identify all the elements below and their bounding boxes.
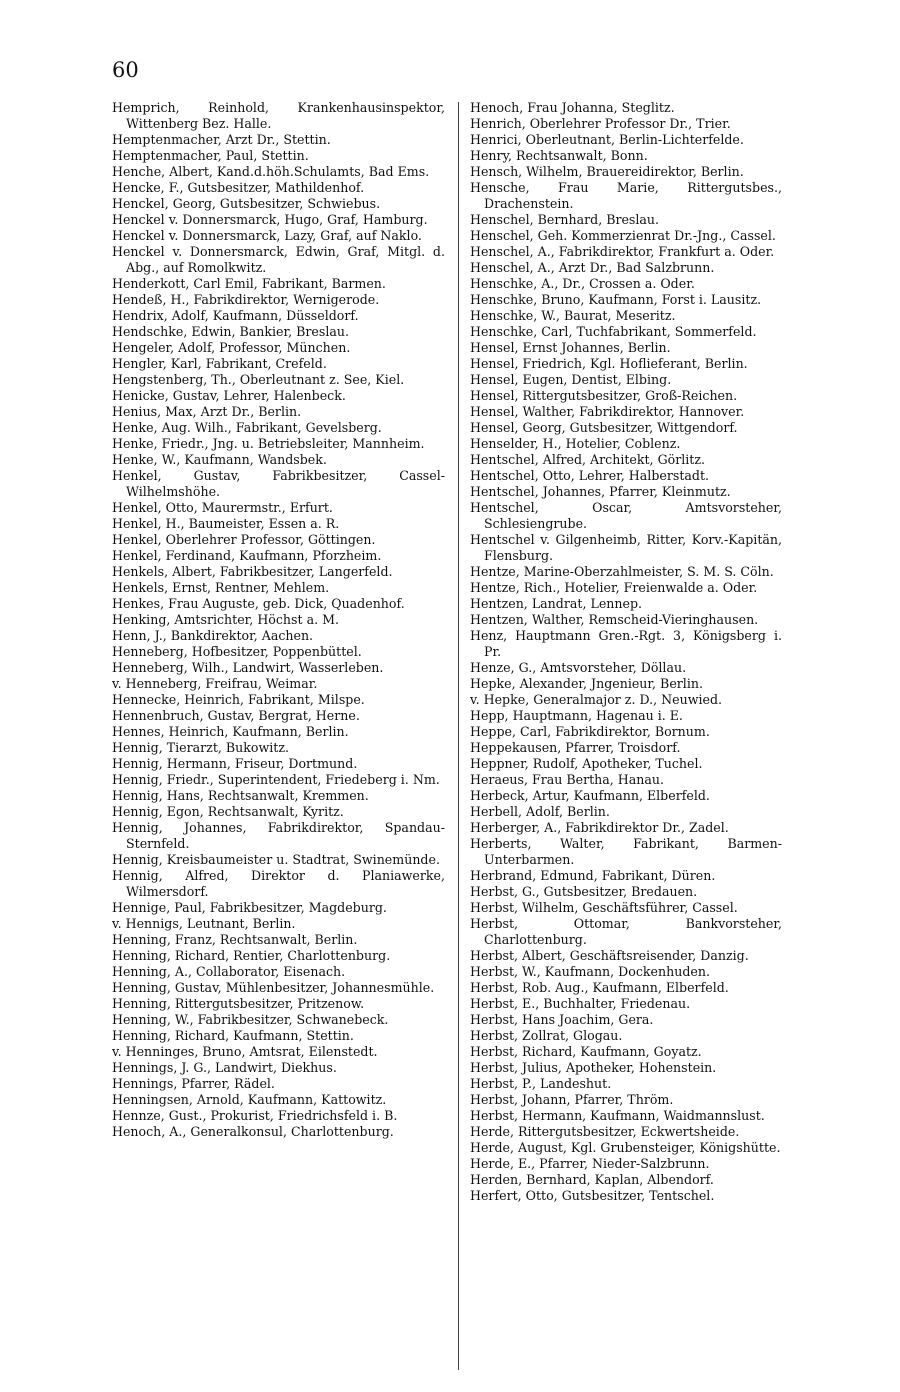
directory-entry: Hensel, Walther, Fabrikdirektor, Hannover.	[470, 404, 745, 419]
page-number: 60	[112, 58, 139, 82]
directory-entry: Heppekausen, Pfarrer, Troisdorf.	[470, 740, 681, 755]
directory-entry: Henkel, H., Baumeister, Essen a. R.	[112, 516, 340, 531]
directory-entry: Henrici, Oberleutnant, Berlin-Lichterfelde.	[470, 132, 744, 147]
directory-entry: Henz, Hauptmann Gren.-Rgt. 3, Königsberg i. Pr.	[470, 628, 782, 659]
directory-entry: Henschel, Bernhard, Breslau.	[470, 212, 660, 227]
directory-entry: Henning, Richard, Kaufmann, Stettin.	[112, 1028, 354, 1043]
directory-entry: Hengstenberg, Th., Oberleutnant z. See, Kiel.	[112, 372, 405, 387]
directory-entry: Hentschel, Johannes, Pfarrer, Kleinmutz.	[470, 484, 731, 499]
directory-entry: Hensche, Frau Marie, Rittergutsbes., Drachenstein.	[470, 180, 782, 211]
directory-entry: Hentschel, Alfred, Architekt, Görlitz.	[470, 452, 705, 467]
directory-entry: Henkels, Ernst, Rentner, Mehlem.	[112, 580, 330, 595]
directory-entry: Herbst, W., Kaufmann, Dockenhuden.	[470, 964, 710, 979]
directory-entry: Herberger, A., Fabrikdirektor Dr., Zadel.	[470, 820, 729, 835]
directory-entry: v. Henninges, Bruno, Amtsrat, Eilenstedt.	[112, 1044, 378, 1059]
directory-entry: Hennes, Heinrich, Kaufmann, Berlin.	[112, 724, 349, 739]
directory-entry: Hentschel, Oscar, Amtsvorsteher, Schlesiengrube.	[470, 500, 782, 531]
directory-entry: Hennig, Alfred, Direktor d. Planiawerke, Wilmersdorf.	[112, 868, 445, 899]
directory-entry: Hennings, J. G., Landwirt, Diekhus.	[112, 1060, 337, 1075]
directory-entry: Herbst, Richard, Kaufmann, Goyatz.	[470, 1044, 702, 1059]
directory-entry: Herbst, Johann, Pfarrer, Thröm.	[470, 1092, 674, 1107]
directory-entry: Herbrand, Edmund, Fabrikant, Düren.	[470, 868, 716, 883]
directory-entry: Hengeler, Adolf, Professor, München.	[112, 340, 351, 355]
directory-entry: Hentzen, Landrat, Lennep.	[470, 596, 643, 611]
directory-entry: Heppner, Rudolf, Apotheker, Tuchel.	[470, 756, 703, 771]
directory-entry: Henke, W., Kaufmann, Wandsbek.	[112, 452, 327, 467]
directory-entry: Henschke, Carl, Tuchfabrikant, Sommerfeld.	[470, 324, 757, 339]
directory-entry: Hennenbruch, Gustav, Bergrat, Herne.	[112, 708, 360, 723]
directory-entry: v. Hepke, Generalmajor z. D., Neuwied.	[470, 692, 723, 707]
directory-entry: Henning, A., Collaborator, Eisenach.	[112, 964, 346, 979]
directory-entry: v. Hennigs, Leutnant, Berlin.	[112, 916, 296, 931]
right-column	[470, 100, 782, 1204]
directory-entry: Herbst, P., Landeshut.	[470, 1076, 612, 1091]
directory-entry: Henze, G., Amtsvorsteher, Döllau.	[470, 660, 687, 675]
directory-entry: Hennig, Hans, Rechtsanwalt, Kremmen.	[112, 788, 369, 803]
directory-entry: Hennig, Hermann, Friseur, Dortmund.	[112, 756, 358, 771]
directory-entry: Herbst, E., Buchhalter, Friedenau.	[470, 996, 691, 1011]
directory-entry: Herde, August, Kgl. Grubensteiger, Königshütte.	[470, 1140, 781, 1155]
directory-entry: Hennige, Paul, Fabrikbesitzer, Magdeburg.	[112, 900, 387, 915]
directory-entry: Hemptenmacher, Paul, Stettin.	[112, 148, 309, 163]
directory-entry: Hentze, Rich., Hotelier, Freienwalde a. Oder.	[470, 580, 758, 595]
directory-entry: Hendschke, Edwin, Bankier, Breslau.	[112, 324, 349, 339]
directory-entry: Henn, J., Bankdirektor, Aachen.	[112, 628, 314, 643]
directory-entry: Herbst, Julius, Apotheker, Hohenstein.	[470, 1060, 717, 1075]
directory-entry: Hentschel, Otto, Lehrer, Halberstadt.	[470, 468, 710, 483]
directory-entry: Henius, Max, Arzt Dr., Berlin.	[112, 404, 302, 419]
directory-entry: Hemptenmacher, Arzt Dr., Stettin.	[112, 132, 331, 147]
directory-entry: Henning, Franz, Rechtsanwalt, Berlin.	[112, 932, 358, 947]
directory-entry: Hennig, Egon, Rechtsanwalt, Kyritz.	[112, 804, 344, 819]
left-column	[112, 100, 445, 1140]
directory-entry: Henning, Rittergutsbesitzer, Pritzenow.	[112, 996, 365, 1011]
directory-entry: Hennig, Tierarzt, Bukowitz.	[112, 740, 289, 755]
directory-entry: Heraeus, Frau Bertha, Hanau.	[470, 772, 665, 787]
directory-entry: Henche, Albert, Kand.d.höh.Schulamts, Bad Ems.	[112, 164, 430, 179]
directory-entry: Hensel, Ernst Johannes, Berlin.	[470, 340, 671, 355]
directory-entry: Hennig, Kreisbaumeister u. Stadtrat, Swinemünde.	[112, 852, 440, 867]
directory-entry: Henning, W., Fabrikbesitzer, Schwanebeck.	[112, 1012, 389, 1027]
directory-entry: Henkes, Frau Auguste, geb. Dick, Quadenhof.	[112, 596, 405, 611]
directory-entry: Henning, Gustav, Mühlenbesitzer, Johannesmühle.	[112, 980, 435, 995]
directory-entry: Hensch, Wilhelm, Brauereidirektor, Berlin.	[470, 164, 744, 179]
directory-entry: Henoch, A., Generalkonsul, Charlottenburg.	[112, 1124, 394, 1139]
directory-entry: Henschke, Bruno, Kaufmann, Forst i. Lausitz.	[470, 292, 762, 307]
directory-entry: Herbst, Wilhelm, Geschäftsführer, Cassel.	[470, 900, 738, 915]
directory-entry: Henneberg, Wilh., Landwirt, Wasserleben.	[112, 660, 384, 675]
directory-entry: Henicke, Gustav, Lehrer, Halenbeck.	[112, 388, 346, 403]
directory-entry: Herbst, Zollrat, Glogau.	[470, 1028, 623, 1043]
directory-entry: Hemprich, Reinhold, Krankenhausinspektor, Wittenberg Bez. Halle.	[112, 100, 445, 131]
directory-entry: Hensel, Rittergutsbesitzer, Groß-Reichen.	[470, 388, 738, 403]
directory-entry: Herbst, G., Gutsbesitzer, Bredauen.	[470, 884, 698, 899]
directory-entry: Hentze, Marine-Oberzahlmeister, S. M. S. Cöln.	[470, 564, 774, 579]
directory-entry: Heppe, Carl, Fabrikdirektor, Bornum.	[470, 724, 710, 739]
directory-entry: Henschel, Geh. Kommerzienrat Dr.-Jng., Cassel.	[470, 228, 776, 243]
directory-entry: Hennze, Gust., Prokurist, Friedrichsfeld i. B.	[112, 1108, 398, 1123]
directory-entry: Henrich, Oberlehrer Professor Dr., Trier.	[470, 116, 731, 131]
directory-entry: Hennecke, Heinrich, Fabrikant, Milspe.	[112, 692, 365, 707]
directory-entry: Henning, Richard, Rentier, Charlottenburg.	[112, 948, 391, 963]
directory-entry: Herden, Bernhard, Kaplan, Albendorf.	[470, 1172, 714, 1187]
directory-entry: Hennig, Friedr., Superintendent, Friedeberg i. Nm.	[112, 772, 440, 787]
column-divider	[458, 102, 459, 1370]
directory-entry: v. Henneberg, Freifrau, Weimar.	[112, 676, 318, 691]
directory-entry: Henschel, A., Fabrikdirektor, Frankfurt a. Oder.	[470, 244, 775, 259]
directory-entry: Hendeß, H., Fabrikdirektor, Wernigerode.	[112, 292, 380, 307]
directory-entry: Herbst, Hermann, Kaufmann, Waidmannslust.	[470, 1108, 765, 1123]
directory-entry: Henry, Rechtsanwalt, Bonn.	[470, 148, 648, 163]
directory-entry: Herbst, Albert, Geschäftsreisender, Danzig.	[470, 948, 749, 963]
directory-entry: Hennig, Johannes, Fabrikdirektor, Spandau-Sternfeld.	[112, 820, 445, 851]
directory-entry: Henke, Friedr., Jng. u. Betriebsleiter, Mannheim.	[112, 436, 425, 451]
directory-entry: Hencke, F., Gutsbesitzer, Mathildenhof.	[112, 180, 365, 195]
directory-entry: Herfert, Otto, Gutsbesitzer, Tentschel.	[470, 1188, 715, 1203]
directory-entry: Henselder, H., Hotelier, Coblenz.	[470, 436, 681, 451]
directory-entry: Henkel, Ferdinand, Kaufmann, Pforzheim.	[112, 548, 382, 563]
directory-entry: Henkel, Gustav, Fabrikbesitzer, Cassel-Wilhelmshöhe.	[112, 468, 445, 499]
directory-entry: Henke, Aug. Wilh., Fabrikant, Gevelsberg.	[112, 420, 382, 435]
directory-entry: Henoch, Frau Johanna, Steglitz.	[470, 100, 675, 115]
directory-entry: Henckel v. Donnersmarck, Lazy, Graf, auf Naklo.	[112, 228, 422, 243]
directory-entry: Hengler, Karl, Fabrikant, Crefeld.	[112, 356, 327, 371]
directory-entry: Henneberg, Hofbesitzer, Poppenbüttel.	[112, 644, 362, 659]
directory-entry: Henckel v. Donnersmarck, Edwin, Graf, Mitgl. d. Abg., auf Romolkwitz.	[112, 244, 445, 275]
directory-entry: Henschke, W., Baurat, Meseritz.	[470, 308, 676, 323]
directory-entry: Hensel, Georg, Gutsbesitzer, Wittgendorf.	[470, 420, 738, 435]
directory-entry: Henschel, A., Arzt Dr., Bad Salzbrunn.	[470, 260, 715, 275]
directory-entry: Hensel, Eugen, Dentist, Elbing.	[470, 372, 672, 387]
directory-entry: Henkels, Albert, Fabrikbesitzer, Langerfeld.	[112, 564, 393, 579]
directory-entry: Hepke, Alexander, Jngenieur, Berlin.	[470, 676, 703, 691]
directory-entry: Herbst, Ottomar, Bankvorsteher, Charlottenburg.	[470, 916, 782, 947]
directory-entry: Henschke, A., Dr., Crossen a. Oder.	[470, 276, 695, 291]
directory-entry: Herde, Rittergutsbesitzer, Eckwertsheide.	[470, 1124, 740, 1139]
directory-entry: Herbeck, Artur, Kaufmann, Elberfeld.	[470, 788, 710, 803]
directory-entry: Hennings, Pfarrer, Rädel.	[112, 1076, 275, 1091]
directory-entry: Herde, E., Pfarrer, Nieder-Salzbrunn.	[470, 1156, 710, 1171]
directory-entry: Herbell, Adolf, Berlin.	[470, 804, 610, 819]
directory-entry: Hentschel v. Gilgenheimb, Ritter, Korv.-Kapitän, Flensburg.	[470, 532, 782, 563]
directory-entry: Hentzen, Walther, Remscheid-Vieringhausen.	[470, 612, 759, 627]
directory-entry: Henningsen, Arnold, Kaufmann, Kattowitz.	[112, 1092, 387, 1107]
directory-entry: Herbst, Hans Joachim, Gera.	[470, 1012, 654, 1027]
directory-entry: Hepp, Hauptmann, Hagenau i. E.	[470, 708, 683, 723]
directory-entry: Henking, Amtsrichter, Höchst a. M.	[112, 612, 339, 627]
directory-entry: Herberts, Walter, Fabrikant, Barmen-Unterbarmen.	[470, 836, 782, 867]
directory-entry: Hensel, Friedrich, Kgl. Hoflieferant, Berlin.	[470, 356, 748, 371]
directory-entry: Henkel, Otto, Maurermstr., Erfurt.	[112, 500, 333, 515]
directory-entry: Hendrix, Adolf, Kaufmann, Düsseldorf.	[112, 308, 359, 323]
directory-entry: Henckel, Georg, Gutsbesitzer, Schwiebus.	[112, 196, 381, 211]
directory-entry: Herbst, Rob. Aug., Kaufmann, Elberfeld.	[470, 980, 729, 995]
directory-entry: Henderkott, Carl Emil, Fabrikant, Barmen.	[112, 276, 386, 291]
directory-entry: Henkel, Oberlehrer Professor, Göttingen.	[112, 532, 376, 547]
directory-entry: Henckel v. Donnersmarck, Hugo, Graf, Hamburg.	[112, 212, 428, 227]
